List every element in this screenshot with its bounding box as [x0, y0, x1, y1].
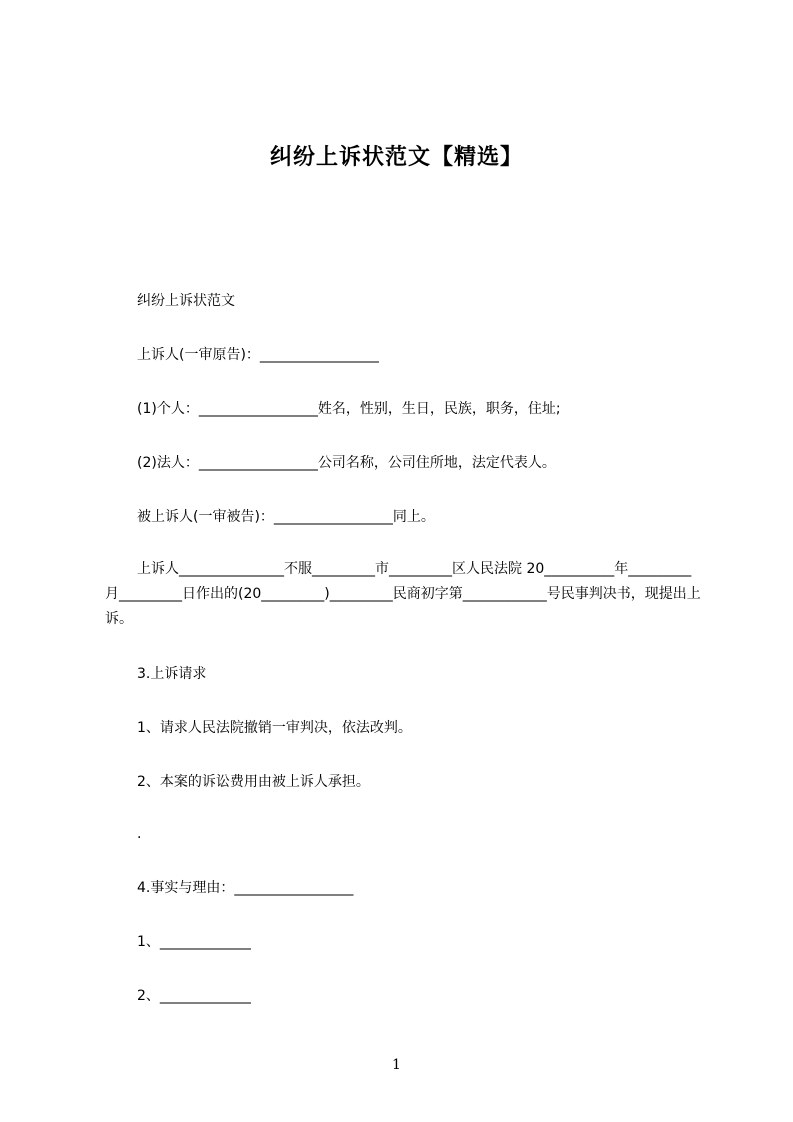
individual-line: (1)个人：_________________姓名，性别，生日，民族，职务，住址; — [137, 401, 561, 417]
appellee-line: 被上诉人(一审被告)：_________________同上。 — [137, 509, 435, 525]
facts-item-2: 2、_____________ — [137, 988, 251, 1004]
page-number: 1 — [392, 1057, 401, 1073]
legal-person-line: (2)法人：_________________公司名称，公司住所地，法定代表人。 — [137, 455, 556, 471]
request-item-2: 2、本案的诉讼费用由被上诉人承担。 — [137, 774, 370, 790]
appellant-line: 上诉人(一审原告)：_________________ — [137, 347, 379, 363]
document-title: 纠纷上诉状范文【精选】 — [269, 145, 523, 170]
stray-dot: . — [137, 826, 142, 842]
appeal-paragraph: 上诉人_______________不服_________市_________区人民法院 20__________年_________月_________日作出的(20_________)_________民商初字第____________号民事判决书，现提出上诉。 — [105, 561, 701, 627]
facts-item-1: 1、_____________ — [137, 934, 251, 950]
section-facts-reasons: 4.事实与理由：_________________ — [137, 880, 354, 896]
section-appeal-request: 3.上诉请求 — [137, 666, 207, 682]
doc-subtitle: 纠纷上诉状范文 — [137, 293, 235, 309]
request-item-1: 1、请求人民法院撤销一审判决，依法改判。 — [137, 720, 412, 736]
